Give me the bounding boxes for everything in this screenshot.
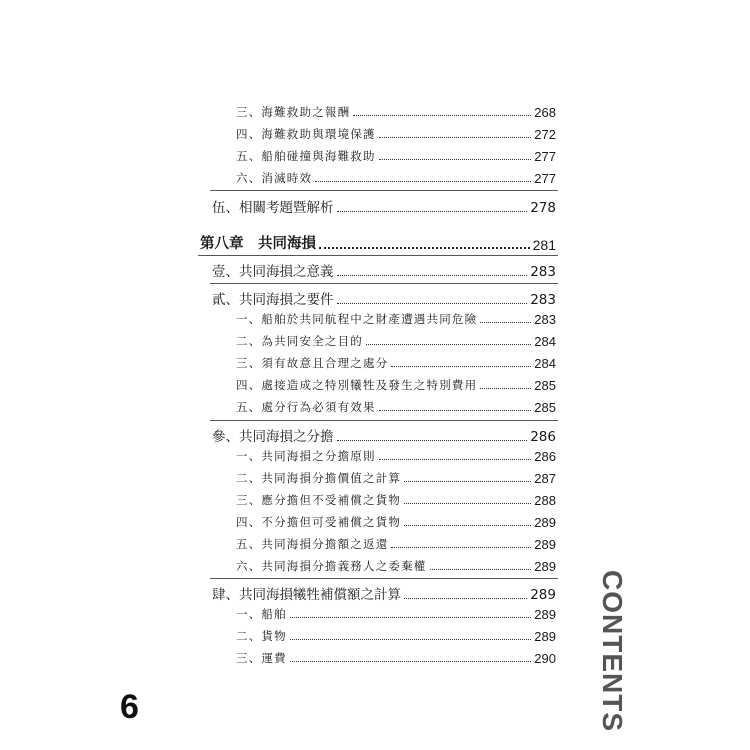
toc-entry-page: 272 (534, 127, 556, 142)
section-divider (210, 283, 558, 284)
toc-entry-label: 貳、共同海損之要件 (212, 292, 334, 308)
toc-entry-page: 278 (530, 200, 556, 216)
toc-entry (212, 196, 556, 216)
toc-entry (236, 399, 556, 415)
dot-leader (480, 321, 531, 323)
toc-entry-page: 288 (534, 493, 556, 508)
section-divider (210, 190, 558, 191)
dot-leader (337, 302, 528, 304)
toc-entry-label: 五、共同海損分擔額之返還 (236, 537, 389, 551)
dot-leader (379, 158, 532, 160)
dot-leader (379, 458, 532, 460)
toc-entry (236, 628, 556, 644)
toc-entry (236, 448, 556, 464)
toc-entry-page: 287 (534, 471, 556, 486)
toc-entry-label: 二、共同海損分擔價值之計算 (236, 471, 402, 485)
toc-chapter-label: 第八章 共同海損 (200, 235, 316, 252)
toc-entry (236, 333, 556, 349)
toc-entry-page: 283 (530, 292, 556, 308)
toc-entry-label: 六、消滅時效 (236, 171, 313, 185)
toc-entry-label: 一、船舶 (236, 607, 287, 621)
toc-entry (212, 288, 556, 308)
toc-entry (212, 425, 556, 445)
toc-entry-label: 三、運費 (236, 651, 287, 665)
toc-entry-page: 284 (534, 334, 556, 349)
dot-leader (379, 409, 532, 411)
section-divider (210, 420, 558, 421)
toc-entry (236, 377, 556, 393)
dot-leader (353, 114, 531, 116)
toc-entry-page: 283 (534, 312, 556, 327)
toc-entry-page: 284 (534, 356, 556, 371)
dot-leader (404, 597, 527, 599)
toc-entry-page: 289 (534, 607, 556, 622)
toc-entry-label: 一、共同海損之分擔原則 (236, 449, 376, 463)
toc-entry-label: 四、不分擔但可受補償之貨物 (236, 515, 402, 529)
dot-leader (315, 180, 531, 182)
toc-entry-page: 268 (534, 105, 556, 120)
dot-leader (290, 660, 531, 662)
dot-leader (366, 343, 531, 345)
toc-entry (236, 148, 556, 164)
toc-entry-page: 285 (534, 378, 556, 393)
toc-entry-label: 二、為共同安全之目的 (236, 334, 363, 348)
toc-entry (236, 650, 556, 666)
toc-chapter (200, 232, 556, 253)
page-number: 6 (120, 688, 139, 726)
dot-leader (337, 274, 528, 276)
contents-label: CONTENTS (597, 570, 628, 732)
toc-entry-label: 三、海難救助之報酬 (236, 105, 351, 119)
toc-entry (236, 492, 556, 508)
toc-entry-label: 五、船舶碰撞與海難救助 (236, 149, 376, 163)
dot-leader (290, 616, 531, 618)
toc-entry-page: 289 (534, 537, 556, 552)
toc-entry-page: 289 (534, 559, 556, 574)
toc-entry-label: 伍、相關考題暨解析 (212, 200, 334, 216)
toc-entry (236, 355, 556, 371)
toc-entry (236, 606, 556, 622)
toc-entry (236, 558, 556, 574)
dot-leader (404, 480, 531, 482)
toc-entry (236, 470, 556, 486)
toc-entry-page: 286 (530, 429, 556, 445)
section-divider (198, 255, 558, 256)
toc-entry (212, 583, 556, 603)
dot-leader (337, 439, 528, 441)
toc-entry (236, 311, 556, 327)
toc-entry-page: 283 (530, 264, 556, 280)
toc-entry (236, 170, 556, 186)
toc-entry-page: 285 (534, 400, 556, 415)
dot-leader (391, 365, 531, 367)
toc-entry-page: 289 (534, 515, 556, 530)
toc-entry-page: 290 (534, 651, 556, 666)
dot-leader (391, 546, 531, 548)
section-divider (210, 578, 558, 579)
toc-entry-label: 五、處分行為必須有效果 (236, 400, 376, 414)
toc-chapter-page: 281 (532, 237, 556, 253)
toc-entry-label: 六、共同海損分擔義務人之委棄權 (236, 559, 427, 573)
dot-leader (319, 246, 530, 249)
dot-leader (404, 524, 531, 526)
toc-entry (236, 536, 556, 552)
toc-entry (212, 260, 556, 280)
toc-entry-label: 四、處接造成之特別犧牲及發生之特別費用 (236, 378, 478, 392)
toc-entry (236, 514, 556, 530)
dot-leader (379, 136, 532, 138)
toc-entry-page: 277 (534, 171, 556, 186)
toc-entry (236, 104, 556, 120)
dot-leader (337, 210, 528, 212)
toc-entry-label: 一、船舶於共同航程中之財產遭遇共同危險 (236, 312, 478, 326)
dot-leader (404, 502, 531, 504)
toc-entry-page: 289 (534, 629, 556, 644)
toc-entry-label: 三、須有故意且合理之處分 (236, 356, 389, 370)
dot-leader (480, 387, 531, 389)
dot-leader (430, 568, 532, 570)
toc-entry-page: 286 (534, 449, 556, 464)
toc-entry-label: 二、貨物 (236, 629, 287, 643)
toc-entry-label: 參、共同海損之分擔 (212, 429, 334, 445)
toc-entry-page: 277 (534, 149, 556, 164)
toc-entry (236, 126, 556, 142)
toc-entry-label: 肆、共同海損犧牲補償額之計算 (212, 587, 401, 603)
toc-entry-label: 四、海難救助與環境保護 (236, 127, 376, 141)
dot-leader (290, 638, 531, 640)
toc-entry-page: 289 (530, 587, 556, 603)
toc-entry-label: 三、應分擔但不受補償之貨物 (236, 493, 402, 507)
toc-entry-label: 壹、共同海損之意義 (212, 264, 334, 280)
